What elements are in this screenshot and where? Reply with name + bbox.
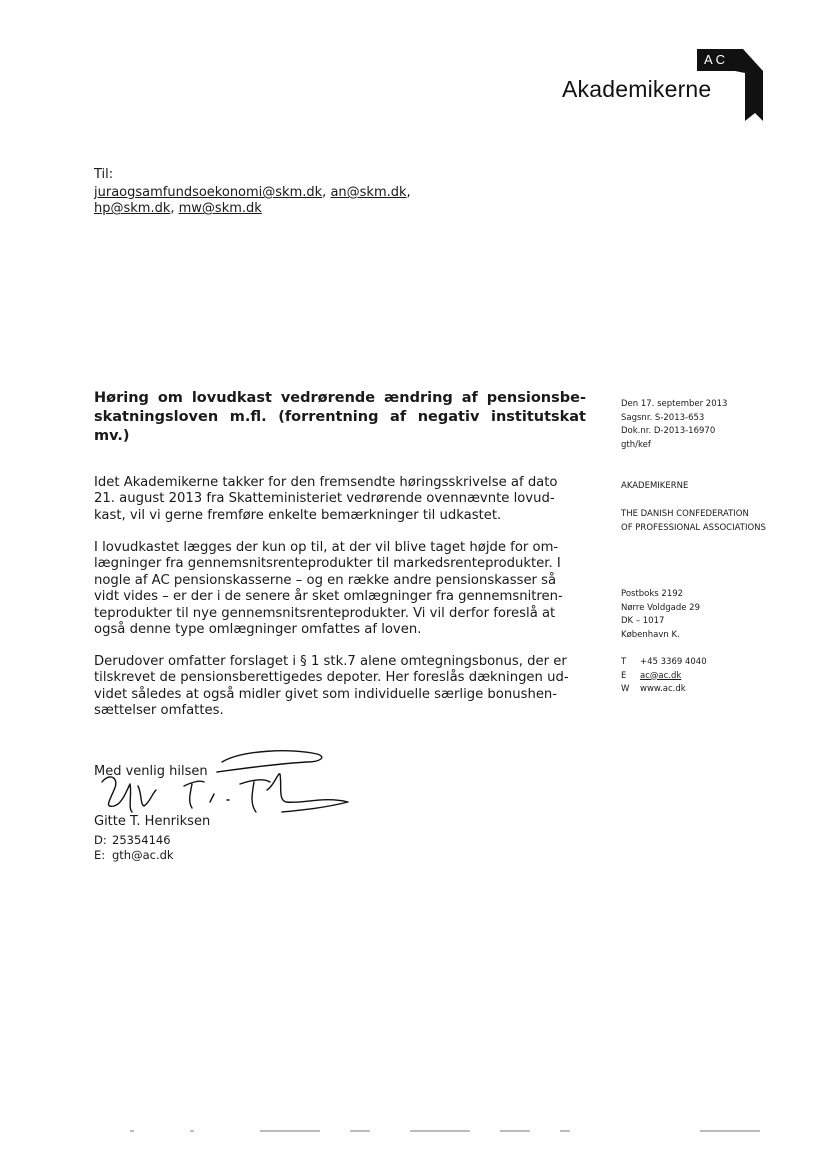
logo-badge: AC bbox=[697, 49, 735, 71]
recipients-line-2: hp@skm.dk, mw@skm.dk bbox=[94, 201, 262, 216]
body-line: 21. august 2013 fra Skatteministeriet vedrørende ovennævnte lovud- bbox=[94, 491, 555, 507]
direct-phone-label: D: bbox=[94, 833, 107, 847]
body-line: kast, vil vi gerne fremføre enkelte bemærkninger til udkastet. bbox=[94, 507, 502, 523]
body-line: teprodukter til nye gennemsnitsrenteprodukter. Vi vil derfor foreslå at bbox=[94, 605, 556, 621]
org-english-line: OF PROFESSIONAL ASSOCIATIONS bbox=[621, 522, 766, 533]
recipient-email-link[interactable]: juraogsamfundsoekonomi@skm.dk bbox=[94, 185, 323, 200]
address-line: København K. bbox=[621, 629, 680, 640]
closing-greeting: Med venlig hilsen bbox=[94, 764, 208, 779]
sender-name: Gitte T. Henriksen bbox=[94, 814, 211, 829]
org-english-name bbox=[621, 508, 766, 535]
body-paragraph-2 bbox=[94, 540, 582, 638]
recipients-label: Til: bbox=[94, 167, 114, 182]
body-line: lægninger fra gennemsnitsrenteprodukter til markedsrenteprodukter. I bbox=[94, 556, 561, 572]
recipient-email-link[interactable]: hp@skm.dk bbox=[94, 201, 171, 216]
initials: gth/kef bbox=[621, 439, 651, 450]
sender-contact bbox=[94, 833, 174, 863]
org-email-link[interactable]: ac@ac.dk bbox=[640, 670, 682, 681]
org-name: AKADEMIKERNE bbox=[621, 481, 689, 491]
org-website-link[interactable]: www.ac.dk bbox=[640, 684, 686, 694]
scan-artifact-line bbox=[120, 1128, 760, 1134]
case-number: Sagsnr. S-2013-653 bbox=[621, 412, 705, 423]
org-contact bbox=[621, 656, 707, 697]
phone-value: +45 3369 4040 bbox=[640, 657, 707, 667]
logo-name: Akademikerne bbox=[562, 76, 712, 102]
address-line: Nørre Voldgade 29 bbox=[621, 602, 701, 613]
letter-date: Den 17. september 2013 bbox=[621, 399, 728, 409]
logo-flag-icon bbox=[735, 49, 765, 123]
direct-phone-value: 25354146 bbox=[112, 833, 171, 847]
web-label: W bbox=[621, 684, 630, 694]
email-label: E bbox=[621, 670, 627, 681]
recipient-email-link[interactable]: mw@skm.dk bbox=[178, 201, 262, 216]
body-line: tilskrevet de pensionsberettigedes depoter. Her foreslås dækningen ud- bbox=[94, 670, 569, 686]
org-english-line: THE DANISH CONFEDERATION bbox=[621, 509, 749, 519]
phone-label: T bbox=[621, 657, 627, 667]
letter-meta bbox=[621, 398, 727, 452]
body-line: vidt vides – er der i de senere år sket omlægninger fra gennemsnitren- bbox=[94, 589, 563, 605]
sender-email-link[interactable]: gth@ac.dk bbox=[112, 848, 174, 862]
recipients-line-1: juraogsamfundsoekonomi@skm.dk, an@skm.dk, bbox=[94, 185, 411, 200]
body-line: nogle af AC pensionskasserne – og en række andre pensionskasser så bbox=[94, 572, 557, 588]
sender-email-label: E: bbox=[94, 848, 106, 862]
body-line: I lovudkastet lægges der kun op til, at der vil blive taget højde for om- bbox=[94, 540, 559, 555]
postal-address bbox=[621, 588, 700, 642]
body-line: sættelser omfattes. bbox=[94, 703, 224, 719]
body-paragraph-1 bbox=[94, 475, 582, 524]
body-line: Idet Akademikerne takker for den fremsendte høringsskrivelse af dato bbox=[94, 475, 558, 490]
address-line: DK – 1017 bbox=[621, 616, 665, 626]
recipient-email-link[interactable]: an@skm.dk bbox=[330, 185, 407, 200]
body-paragraph-3 bbox=[94, 654, 582, 720]
document-number: Dok.nr. D-2013-16970 bbox=[621, 426, 716, 436]
address-line: Postboks 2192 bbox=[621, 589, 684, 599]
body-line: Derudover omfatter forslaget i § 1 stk.7 alene omtegningsbonus, der er bbox=[94, 654, 567, 669]
letter-subject: Høring om lovudkast vedrørende ændring af pensionsbe-skatningsloven m.fl. (forrentning af negativ institutskat mv.) bbox=[94, 390, 586, 444]
body-line: videt således at også midler givet som individuelle særlige bonushen- bbox=[94, 686, 558, 702]
body-line: også denne type omlægninger omfattes af loven. bbox=[94, 621, 422, 637]
